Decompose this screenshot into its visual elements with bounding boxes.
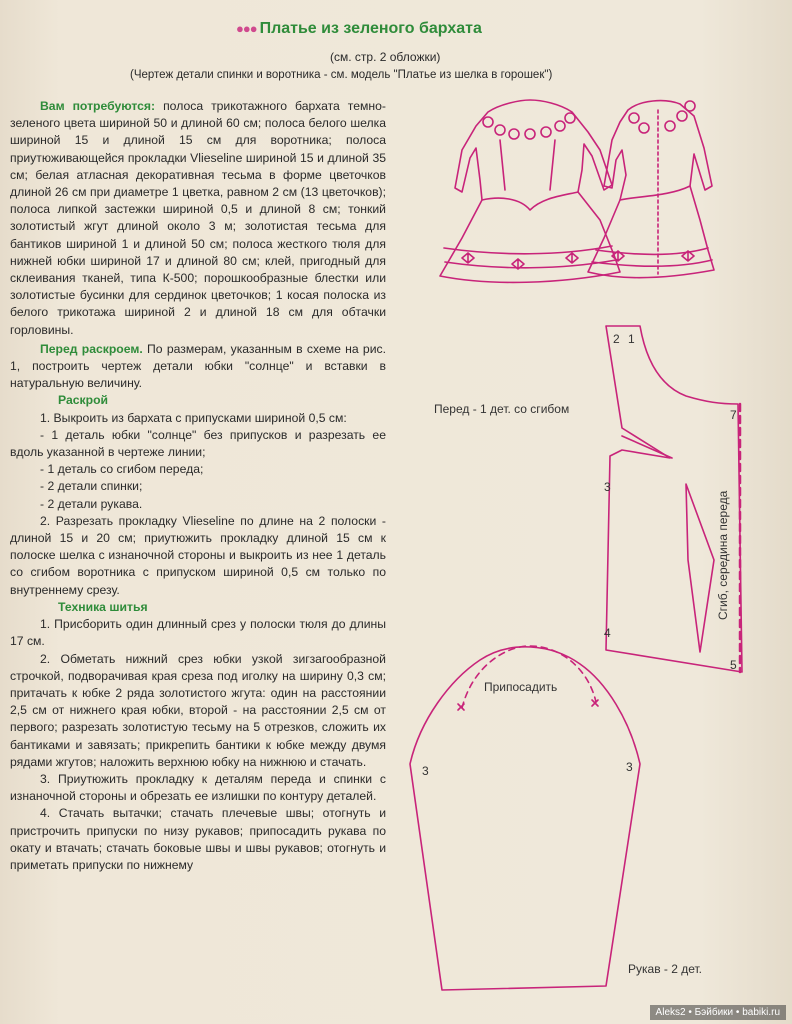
point-number: 1 — [628, 332, 635, 346]
subtitle-pattern-ref: (Чертеж детали спинки и воротника - см. модель "Платье из шелка в горошек") — [130, 69, 553, 81]
sewing-line: 4. Стачать вытачки; стачать плечевые швы; отогнуть и пристрочить припуски по низу рукавов; припосадить рукава по окату и втачать; стачать боковые швы и швы рукавов; отогнуть и приметать припуски по нижнему — [10, 806, 386, 872]
point-number: 4 — [604, 626, 611, 640]
point-number: 5 — [730, 658, 737, 672]
cutting-line: 2. Разрезать прокладку Vlieseline по длине на 2 полоски - длиной 15 и 20 см; приутюжить прокладку длиной 15 см к полоске шелка с изнаночной стороны и выкроить из нее 1 деталь со сгибом воротника с припуском шириной 0,5 см только по внутреннему срезу. — [10, 513, 386, 597]
point-number: 3 — [422, 764, 429, 778]
dress-front-drawing — [440, 100, 620, 282]
sleeve-pattern-piece — [410, 646, 640, 990]
cutting-line: - 1 деталь со сгибом переда; — [40, 462, 204, 477]
point-number: 7 — [730, 408, 737, 422]
sewing-heading: Техника шитья — [58, 599, 148, 614]
sewing-line: 2. Обметать нижний срез юбки узкой зигзагообразной строчкой, подворачивая края среза под иголку на ширину 0,3 см; притачать к юбке 2 ряда золотистого жгута: один на расстоянии 2,5 см от нижнего края юбки, второй - на расстоянии 2,5 см от первого; разрезать золотистую тесьму на 5 отрезков, сложить их бантиками и завязать; прикрепить бантики к юбке между двумя рядами жгутов; наложить верхнюю юбку на нижнюю и стачать. — [10, 651, 386, 769]
sewing-line: 3. Приутюжить прокладку к деталям переда и спинки с изнаночной стороны и обрезать ее излишки по контуру деталей. — [10, 771, 386, 804]
point-number: 3 — [604, 480, 611, 494]
dress-back-drawing — [588, 101, 714, 278]
before-cut-heading: Перед раскроем. — [40, 341, 143, 356]
point-number: 2 — [613, 332, 620, 346]
fold-line-label: Сгиб, середина переда — [716, 490, 730, 620]
sewing-line: 1. Присборить один длинный срез у полоски тюля до длины 17 см. — [10, 617, 386, 649]
cutting-line: 1. Выкроить из бархата с припусками шириной 0,5 см: — [40, 410, 347, 425]
sleeve-piece-label: Рукав - 2 дет. — [628, 962, 703, 976]
title-flower-icon: ●●● — [236, 21, 257, 36]
watermark-footer: Aleks2 • Бэйбики • babiki.ru — [650, 1005, 786, 1020]
cutting-line: - 2 детали рукава. — [40, 496, 143, 511]
cutting-heading: Раскрой — [58, 393, 109, 408]
subtitle-cover-ref: (см. стр. 2 обложки) — [330, 50, 441, 64]
title-text: Платье из зеленого бархата — [259, 20, 482, 37]
front-piece-label: Перед - 1 дет. со сгибом — [434, 402, 570, 416]
materials-text: полоса трикотажного бархата темно-зеленого цвета шириной 50 и длиной 60 см; полоса белого шелка шириной 15 и длиной 15 см для воротника; полоса приутюживающейся прокладки Vlieseline шириной 15 и длиной 35 см; белая атласная декоративная тесьма в форме цветочков длиной 26 см при диаметре 1 цветка, равном 2 см (13 цветочков); полоса липкой застежки шириной 0,5 и длиной 8 см; тонкий золотистый жгут длиной около 3 м; золотистая тесьма для бантиков шириной 1 и длиной 50 см; полоса жесткого тюля для нижней юбки шириной 17 и длиной 80 см; клей, пригодный для склеивания тканей, типа К-500; порошкообразные блестки или золотистые бусинки для сердинок цветочков; 1 косая полоска из белого трикотажа шириной 2 и длиной 18 см для обтачки горловины. — [10, 99, 386, 337]
cutting-line: - 2 детали спинки; — [40, 479, 143, 494]
before-cut-text: По размерам, указанным в схеме на рис. 1, построить чертеж детали юбки "солнце" и вставки в натуральную величину. — [10, 341, 386, 391]
materials-heading: Вам потребуются: — [40, 99, 156, 113]
cutting-line: - 1 деталь юбки "солнце" без припусков и разрезать ее вдоль указанной в чертеже линии; — [10, 427, 386, 460]
point-number: 3 — [626, 760, 633, 774]
ease-label: Припосадить — [484, 680, 558, 694]
